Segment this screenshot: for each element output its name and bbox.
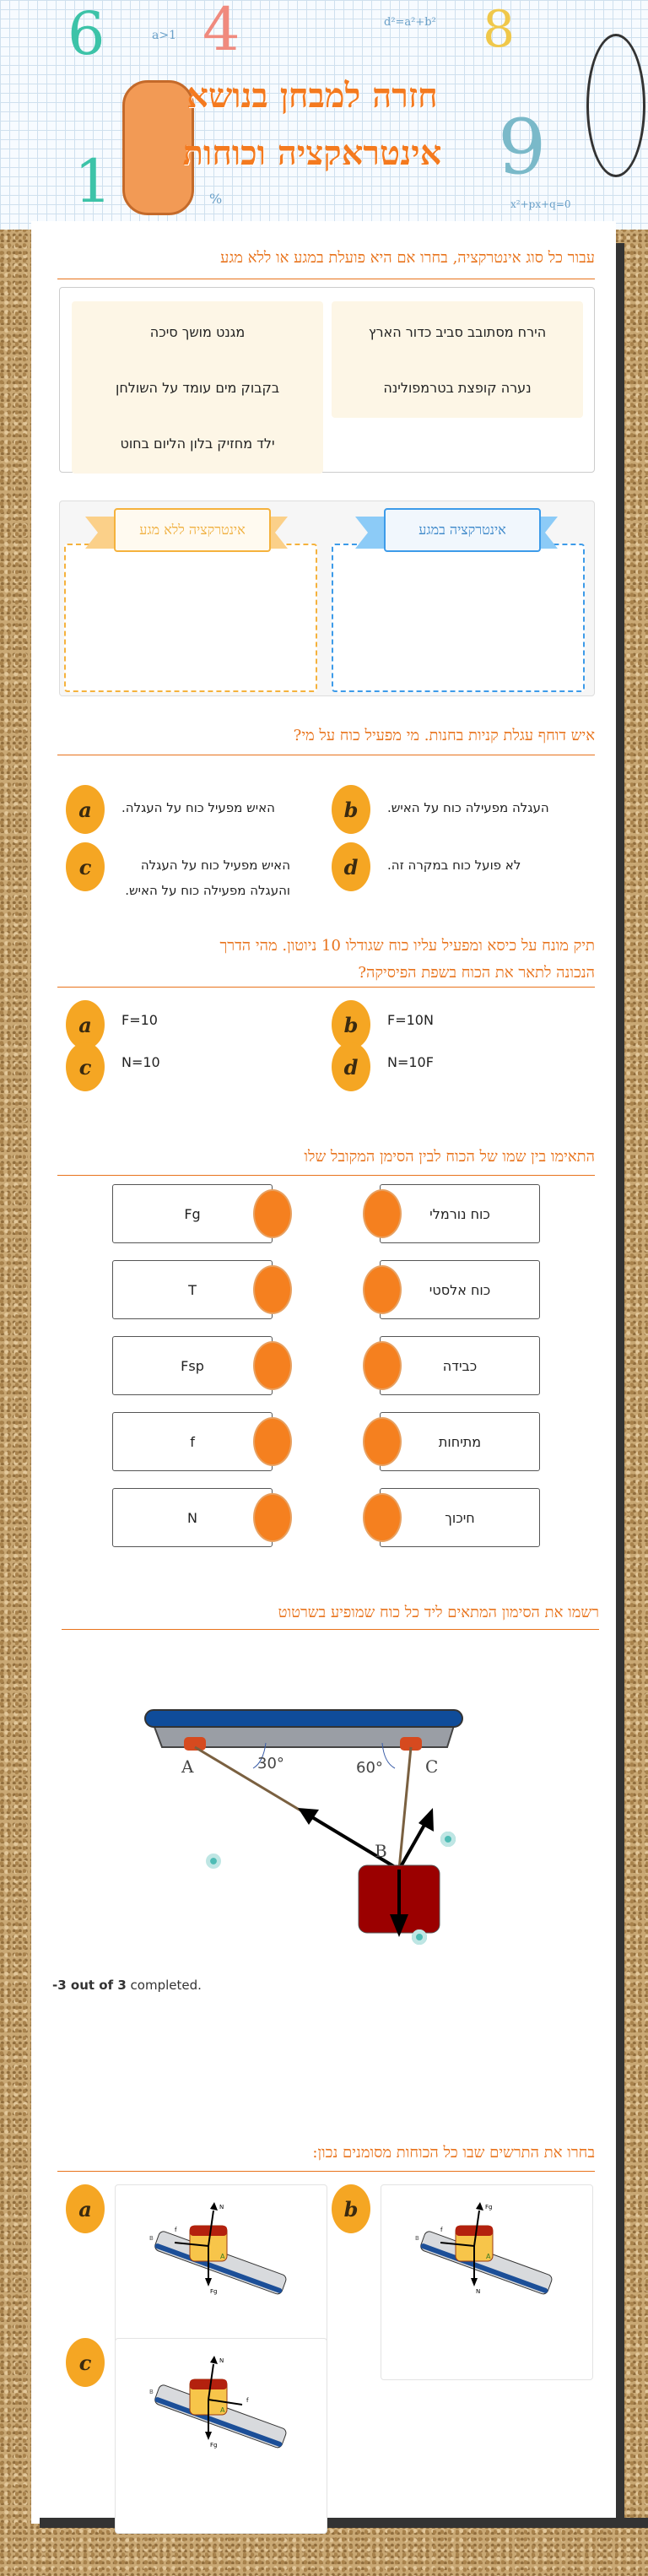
header-banner <box>0 0 648 230</box>
drag-item[interactable]: הירח מסתובב סביב כדור הארץ <box>332 301 583 362</box>
match-connector-dot[interactable] <box>253 1189 292 1238</box>
label-a: A <box>220 2406 225 2414</box>
decoration-formula: a>1 <box>152 29 176 42</box>
answer-option-c[interactable] <box>66 842 327 903</box>
drag-item[interactable]: מגנט מושך סיכה <box>72 301 323 362</box>
match-connector-dot[interactable] <box>253 1265 292 1314</box>
option-text: F=10N <box>387 1012 434 1028</box>
option-badge: a <box>66 1000 105 1049</box>
match-connector-dot[interactable] <box>363 1417 402 1466</box>
angle-30: 30° <box>257 1755 284 1772</box>
drop-zones-panel <box>59 501 595 696</box>
match-symbol-box[interactable]: Fsp <box>112 1336 273 1395</box>
match-connector-dot[interactable] <box>363 1341 402 1390</box>
label-input-hotspot[interactable] <box>412 1929 427 1945</box>
label-input-hotspot[interactable] <box>206 1854 221 1869</box>
match-connector-dot[interactable] <box>253 1417 292 1466</box>
free-body-diagram-card <box>381 2184 593 2380</box>
question-title: רשמו את הסימון המתאים ליד כל כוח שמופיע בשרטוט <box>278 1604 599 1621</box>
label-b: B <box>149 2235 154 2242</box>
option-badge: b <box>332 2184 370 2233</box>
question-title: עבור כל סוג אינטרקציה, בחרו אם היא פועלת במגע או ללא מגע <box>220 249 595 267</box>
drag-item[interactable]: בקבוק מים עומד על השולחן <box>72 357 323 418</box>
title-divider <box>57 2171 595 2172</box>
option-badge: a <box>66 2184 105 2233</box>
angle-60: 60° <box>356 1759 383 1777</box>
decoration-number: 8 <box>483 0 516 59</box>
question-title: איש דוחף עגלת קניות בחנות. מי מפעיל כוח על מי? <box>293 727 595 744</box>
option-text: N=10F <box>387 1054 434 1070</box>
match-symbol-box[interactable]: N <box>112 1488 273 1547</box>
match-name-box[interactable]: כבידה <box>380 1336 540 1395</box>
option-text: F=10 <box>122 1012 158 1028</box>
force-label-side: f <box>246 2397 249 2404</box>
beam-top <box>145 1710 462 1727</box>
question-title-line: תיק מונח על כיסא ומפעיל עליו כוח שגודלו 10 ניוטון. מהי הדרך <box>219 937 595 955</box>
label-input-hotspot[interactable] <box>440 1832 456 1847</box>
label-b: B <box>149 2389 154 2395</box>
completion-label: completed. <box>126 1978 202 1993</box>
drag-items-pool <box>59 287 595 473</box>
answer-option-c[interactable] <box>66 1042 327 1091</box>
title-line-2: אינטראקציה וכוחות <box>182 133 442 173</box>
option-text: לא פועל כוח במקרה זה. <box>387 858 521 873</box>
label-a: A <box>181 1756 194 1777</box>
decoration-formula: d²=a²+b² <box>384 16 436 29</box>
forces-diagram <box>118 1688 557 1941</box>
completion-count: -3 out of 3 <box>52 1978 127 1993</box>
title-line-1: חזרה למבחן בנושא <box>186 76 438 116</box>
force-label-up: N <box>219 2204 224 2211</box>
force-label-down: N <box>476 2288 481 2295</box>
option-text: האיש מפעיל כוח על העגלה והעגלה מפעילה כוח על האיש. <box>125 858 290 898</box>
option-badge: b <box>332 1000 370 1049</box>
match-name-box[interactable]: מתיחות <box>380 1412 540 1471</box>
answer-option-d[interactable] <box>332 1042 593 1091</box>
decoration-number: 4 <box>202 0 240 64</box>
label-a: A <box>220 2253 225 2260</box>
question-title: התאימו בין שמו של הכוח לבין הסימן המקובל שלו <box>304 1148 595 1166</box>
decoration-number: 6 <box>68 0 105 68</box>
match-symbol-box[interactable]: Fg <box>112 1184 273 1243</box>
option-badge: c <box>66 842 105 891</box>
title-divider <box>57 987 595 988</box>
option-badge: c <box>66 2338 105 2387</box>
option-badge: b <box>332 785 370 834</box>
label-a: A <box>486 2253 491 2260</box>
card-shadow <box>616 243 624 2528</box>
force-label-down: Fg <box>210 2288 218 2295</box>
match-connector-dot[interactable] <box>363 1189 402 1238</box>
force-label-down: Fg <box>210 2442 218 2449</box>
title-divider <box>57 1175 595 1176</box>
page-title <box>127 68 498 182</box>
match-connector-dot[interactable] <box>363 1493 402 1542</box>
zone-label-contact: אינטרקציה במגע <box>384 508 541 552</box>
match-connector-dot[interactable] <box>253 1341 292 1390</box>
match-symbol-box[interactable]: f <box>112 1412 273 1471</box>
label-b: B <box>415 2235 419 2242</box>
match-connector-dot[interactable] <box>363 1265 402 1314</box>
drop-zone-contact[interactable] <box>332 544 585 692</box>
drag-item[interactable]: ילד מחזיק בלון הליום בחוט <box>72 413 323 474</box>
decoration-number: 9 <box>498 103 547 192</box>
free-body-diagram-card <box>115 2338 327 2534</box>
label-c: C <box>425 1756 439 1777</box>
option-badge: a <box>66 785 105 834</box>
option-text: העגלה מפעילה כוח על האיש. <box>387 800 549 815</box>
option-text: האיש מפעיל כוח על העגלה. <box>122 800 275 815</box>
image-option-c[interactable] <box>66 2338 336 2541</box>
question-title-line: הנכונה לתאר את הכוח בשפת הפיסיקה? <box>358 964 595 982</box>
answer-option-d[interactable] <box>332 842 593 891</box>
match-connector-dot[interactable] <box>253 1493 292 1542</box>
option-badge: d <box>332 1042 370 1091</box>
label-b: B <box>375 1841 387 1861</box>
option-badge: d <box>332 842 370 891</box>
drag-item[interactable]: נערה קופצת בטרמפולינה <box>332 357 583 418</box>
decoration-formula: x²+px+q=0 <box>510 198 571 210</box>
answer-option-b[interactable] <box>332 785 593 834</box>
answer-option-a[interactable] <box>66 785 327 834</box>
question-title <box>59 933 595 987</box>
match-name-box[interactable]: כוח נורמלי <box>380 1184 540 1243</box>
force-label-side: f <box>175 2227 177 2233</box>
free-body-diagram <box>116 2339 327 2533</box>
decoration-number: 1 <box>74 147 112 216</box>
force-label-up: N <box>219 2357 224 2364</box>
force-label-side: f <box>440 2227 443 2233</box>
match-name-box[interactable]: חיכוך <box>380 1488 540 1547</box>
match-symbol-box[interactable]: T <box>112 1260 273 1319</box>
option-text: N=10 <box>122 1054 160 1070</box>
zone-label-no-contact: אינטרקציה ללא מגע <box>114 508 271 552</box>
option-badge: c <box>66 1042 105 1091</box>
free-body-diagram <box>381 2185 592 2379</box>
geometry-circle-decoration <box>586 34 645 177</box>
image-option-b[interactable] <box>332 2184 602 2387</box>
title-divider <box>62 1629 599 1630</box>
match-name-box[interactable]: כוח אלסטי <box>380 1260 540 1319</box>
drop-zone-no-contact[interactable] <box>64 544 317 692</box>
completion-status <box>52 1978 202 1993</box>
question-title: בחרו את התרשים שבו כל הכוחות מסומנים נכון: <box>312 2144 595 2162</box>
decoration-formula: % <box>209 191 223 207</box>
force-label-up: Fg <box>485 2204 493 2211</box>
arrowhead <box>298 1808 319 1825</box>
